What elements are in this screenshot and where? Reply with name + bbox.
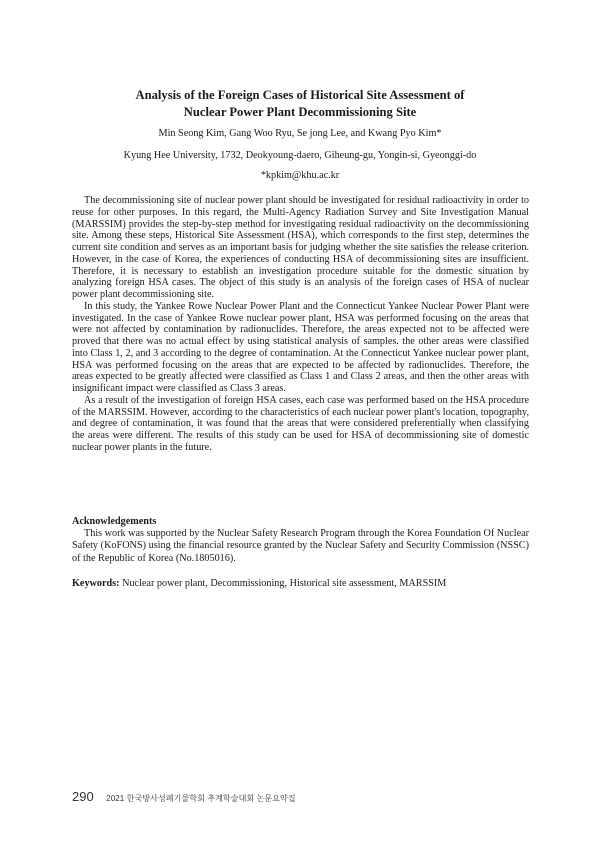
keywords-list: Nuclear power plant, Decommissioning, Historical site assessment, MARSSIM [119, 578, 447, 589]
page-number: 290 [72, 789, 94, 804]
acknowledgements-body [72, 528, 529, 565]
footer-proceedings-title: 2021 한국방사성폐기물학회 추계학술대회 논문요약집 [106, 794, 296, 803]
acknowledgements-paragraph: This work was supported by the Nuclear Safety Research Program through the Korea Foundation Of Nuclear Safety (KoFONS) using the financial resource granted by the Nuclear Safety and Security Commission (NSSC) of the Republic of Korea (No.1805016). [72, 528, 530, 564]
keywords-label: Keywords: [72, 578, 120, 589]
acknowledgements-heading: Acknowledgements [72, 516, 157, 527]
authors: Min Seong Kim, Gang Woo Ryu, Se jong Lee, and Kwang Pyo Kim* [158, 128, 442, 139]
abstract-body [72, 195, 529, 454]
page-footer [72, 788, 296, 806]
paper-title [0, 87, 600, 120]
corresponding-email: *kpkim@khu.ac.kr [260, 170, 340, 181]
title-line-2: Nuclear Power Plant Decommissioning Site [183, 104, 417, 119]
keywords-line [72, 578, 529, 590]
abstract-paragraph-2: In this study, the Yankee Rowe Nuclear Power Plant and the Connecticut Yankee Nuclear Power Plant were investigated. In the case of Yankee Rowe nuclear power plant, HSA was performed focusing on the areas that were not affected by contamination by radionuclides. Therefore, the areas expected not to be affected were proved that there was no actual effect by using statistical analysis of samples. the other areas were classified into Class 1, 2, and 3 according to the degree of contamination. At the Connecticut Yankee nuclear power plant, HSA was performed focusing on the areas that are expected to be affected by radionuclides. Therefore, the areas expected to be greatly affected were classified as Class 1 and Class 2 areas, and then the other areas with insignificant impact were classified as Class 3 areas. [72, 300, 529, 394]
abstract-paragraph-1: The decommissioning site of nuclear power plant should be investigated for residual radioactivity in order to reuse for other purposes. In this regard, the Multi-Agency Radiation Survey and Site Investigation Manual (MARSSIM) provides the step-by-step method for investigating residual radioactivity on the decommissioning site. Among these steps, Historical Site Assessment (HSA), which corresponds to the first step, determines the current site condition and serves as an important basis for judging whether the site satisfies the release criterion. However, in the case of Korea, the experiences of conducting HSA of decommissioning sites are insufficient. Therefore, it is necessary to establish an investigation procedure suitable for the domestic situation by analyzing foreign HSA cases. The object of this study is an analysis of the foreign cases of HSA of nuclear power plant decommissioning site. [72, 195, 529, 300]
abstract-paragraph-3: As a result of the investigation of foreign HSA cases, each case was performed based on the HSA procedure of the MARSSIM. However, according to the characteristics of each nuclear power plant's location, topography, and degree of contamination, it was found that the areas that were considered preferentially when classifying the areas were different. The results of this study can be used for HSA of decommissioning site of domestic nuclear power plants in the future. [72, 394, 529, 453]
affiliation: Kyung Hee University, 1732, Deokyoung-daero, Giheung-gu, Yongin-si, Gyeonggi-do [123, 150, 477, 161]
title-line-1: Analysis of the Foreign Cases of Historical Site Assessment of [135, 88, 465, 102]
